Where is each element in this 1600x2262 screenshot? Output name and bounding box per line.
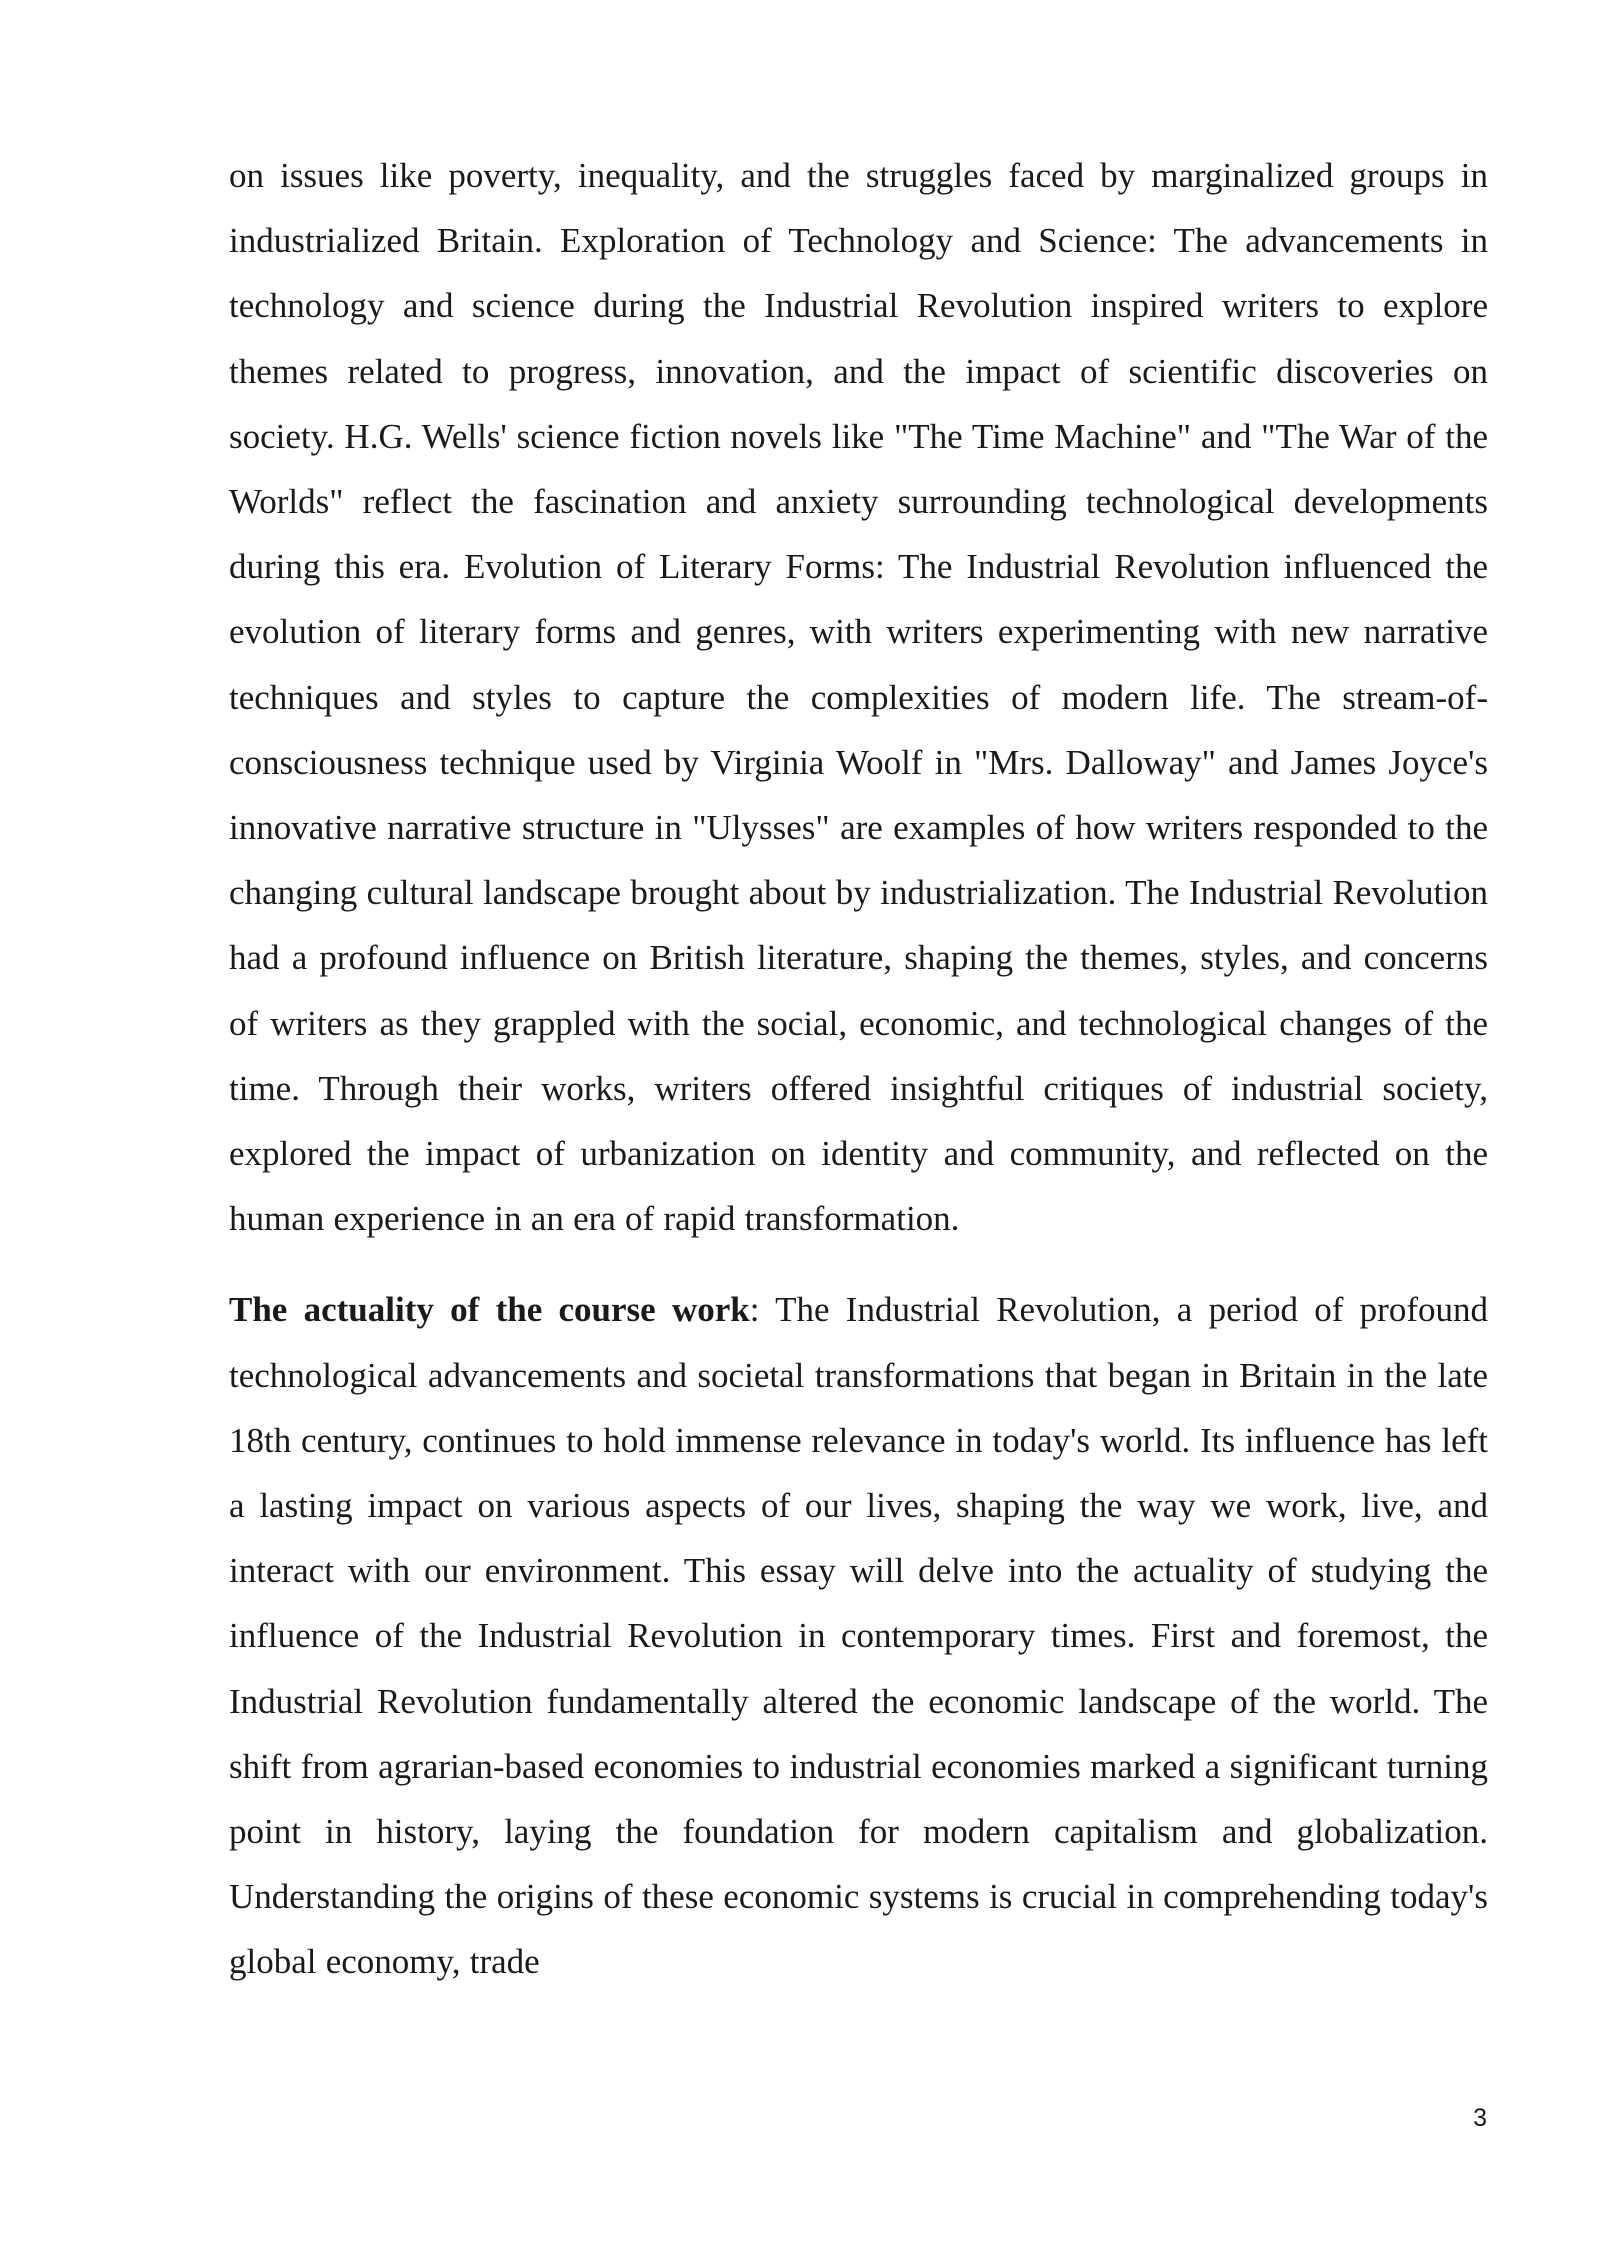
body-text [229,143,1488,1995]
paragraph-industrial-literature [229,143,1488,1251]
paragraph-text: on issues like poverty, inequality, and the struggles faced by marginalized groups in industrialized Britain. Exploration of Technology and Science: The advancements in technology and science during the Industrial Revolution inspired writers to explore themes related to progress, innovation, and the impact of scientific discoveries on society. H.G. Wells' science fiction novels like "The Time Machine" and "The War of the Worlds" reflect the fascination and anxiety surrounding technological developments during this era. Evolution of Literary Forms: The Industrial Revolution influenced the evolution of literary forms and genres, with writers experimenting with new narrative techniques and styles to capture the complexities of modern life. The stream-of-consciousness technique used by Virginia Woolf in "Mrs. Dalloway" and James Joyce's innovative narrative structure in "Ulysses" are examples of how writers responded to the changing cultural landscape brought about by industrialization. The Industrial Revolution had a profound influence on British literature, shaping the themes, styles, and concerns of writers as they grappled with the social, economic, and technological changes of the time. Through their works, writers offered insightful critiques of industrial society, explored the impact of urbanization on identity and community, and reflected on the human experience in an era of rapid transformation. [229,156,1488,1239]
paragraph-lead-heading: The actuality of the course work [229,1290,750,1330]
paragraph-actuality [229,1277,1488,1994]
paragraph-text: The Industrial Revolution, a period of profound technological advancements and societal transformations that began in Britain in the late 18th century, continues to hold immense relevance in today's world. Its influence has left a lasting impact on various aspects of our lives, shaping the way we work, live, and interact with our environment. This essay will delve into the actuality of studying the influence of the Industrial Revolution in contemporary times. First and foremost, the Industrial Revolution fundamentally altered the economic landscape of the world. The shift from agrarian-based economies to industrial economies marked a significant turning point in history, laying the foundation for modern capitalism and globalization. Understanding the origins of these economic systems is crucial in comprehending today's global economy, trade [229,1290,1488,1982]
paragraph-lead-separator: : [749,1290,776,1330]
page-number: 3 [1473,2104,1487,2132]
